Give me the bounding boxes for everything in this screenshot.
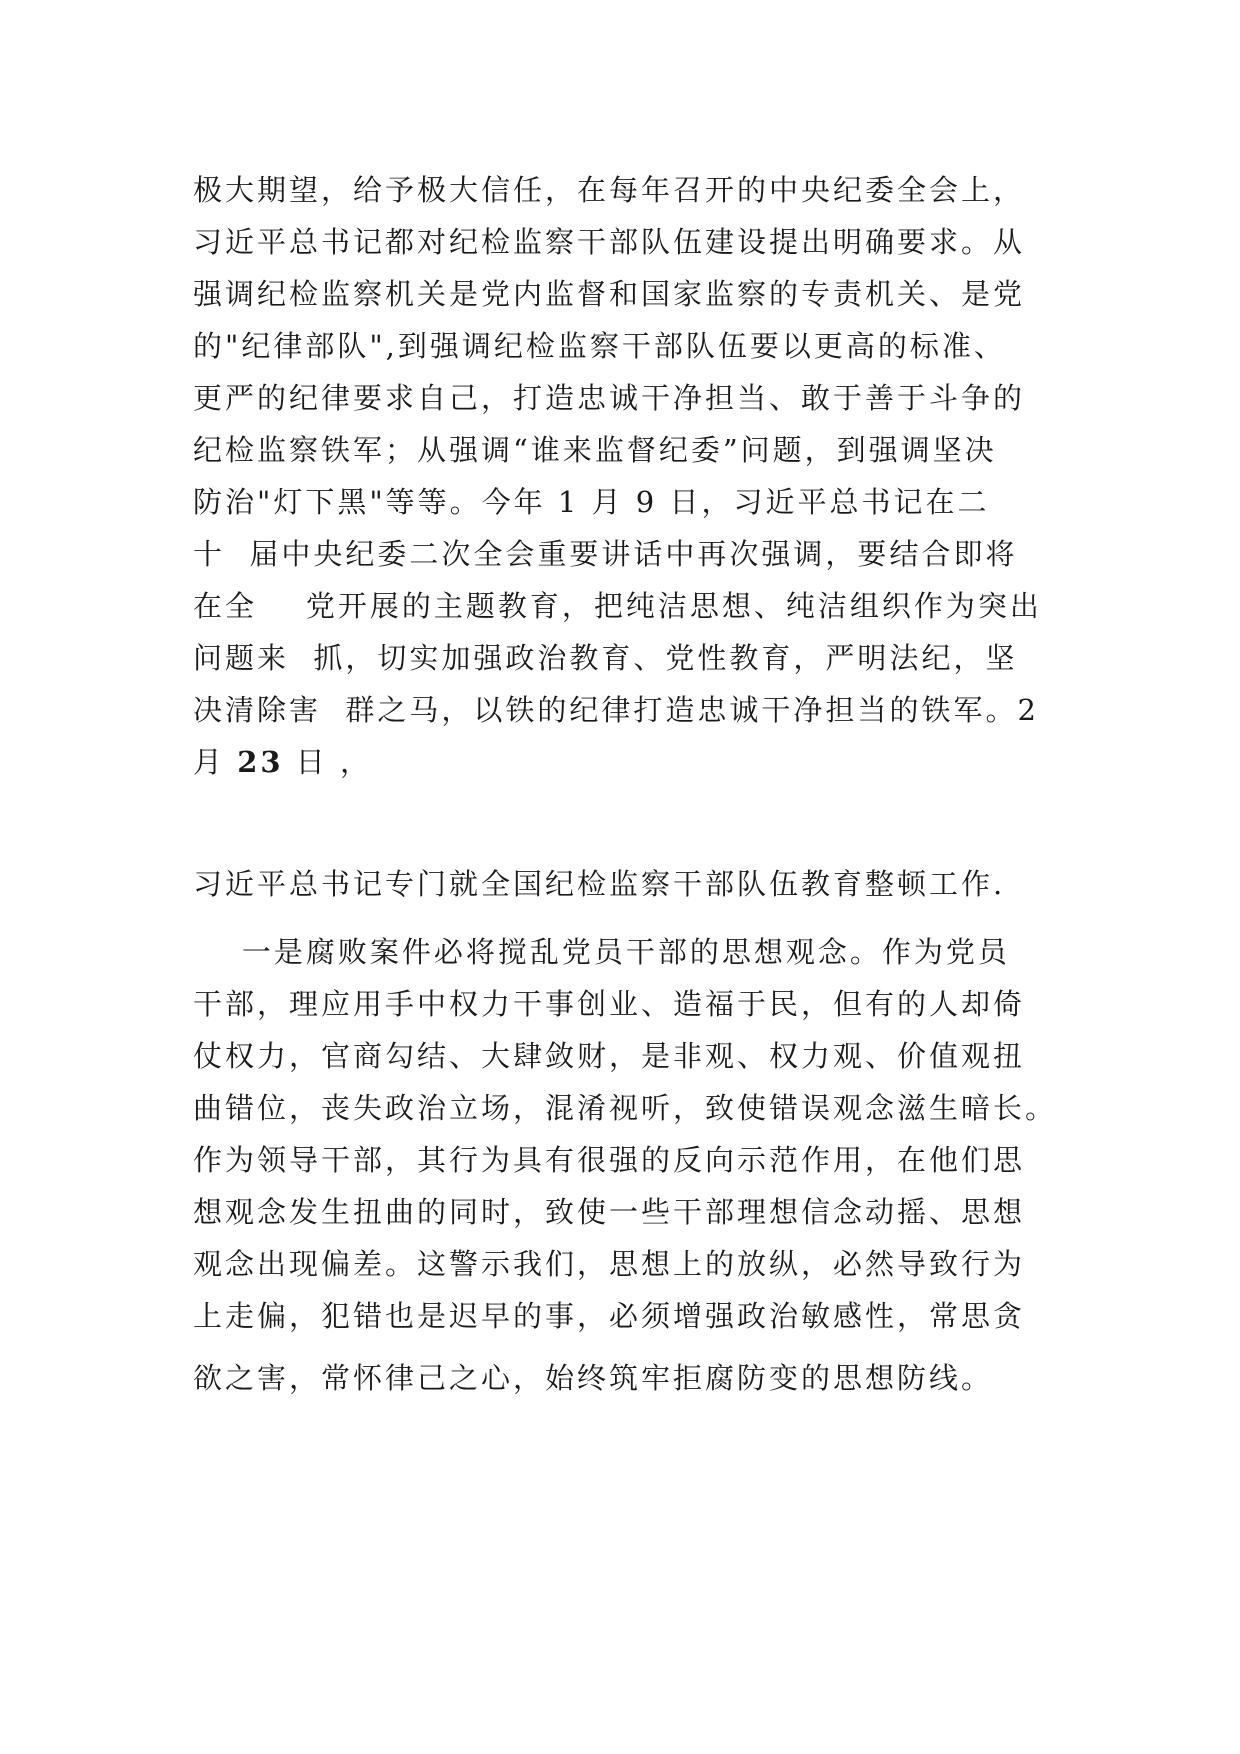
text-line: 习近平总书记专门就全国纪检监察干部队伍教育整顿工作. — [193, 867, 1006, 901]
text-line: 仗权力，官商勾结、大肆敛财，是非观、权力观、价值观扭 — [193, 1039, 1026, 1073]
text-line: 欲之害，常怀律己之心，始终筑牢拒腐防变的思想防线。 — [193, 1361, 994, 1395]
text-line: 观念出现偏差。这警示我们，思想上的放纵，必然导致行为 — [193, 1247, 1026, 1281]
text-line: 干部，理应用手中权力干事创业、造福于民，但有的人却倚 — [193, 987, 1026, 1021]
text-line: 曲错位，丧失政治立场，混淆视听，致使错误观念滋生暗长。 — [193, 1091, 1058, 1125]
text-line: 强调纪检监察机关是党内监督和国家监察的专责机关、是党 — [193, 277, 1026, 311]
text-line: 作为领导干部，其行为具有很强的反向示范作用，在他们思 — [193, 1143, 1026, 1177]
paragraph-3 — [193, 926, 1058, 1404]
text-line: 更严的纪律要求自己，打造忠诚干净担当、敢于善于斗争的 — [193, 381, 1026, 415]
text-line: 极大期望，给予极大信任，在每年召开的中央纪委全会上， — [193, 173, 1026, 207]
text-line: 的"纪律部队",到强调纪检监察干部队伍要以更高的标准、 — [193, 329, 1006, 363]
text-line: 决清除害 群之马，以铁的纪律打造忠诚干净担当的铁军。2 — [193, 693, 1039, 727]
text-line: 问题来 抓，切实加强政治教育、党性教育，严明法纪，坚 — [193, 641, 1018, 675]
date-prefix: 月 — [193, 745, 238, 779]
text-line: 一是腐败案件必将搅乱党员干部的思想观念。作为党员 — [193, 935, 1010, 969]
text-line: 习近平总书记都对纪检监察干部队伍建设提出明确要求。从 — [193, 225, 1026, 259]
text-line: 想观念发生扭曲的同时，致使一些干部理想信念动摇、思想 — [193, 1195, 1026, 1229]
date-line — [193, 736, 1053, 788]
text-line: 上走偏，犯错也是迟早的事，必须增强政治敏感性，常思贪 — [193, 1299, 1026, 1333]
paragraph-1 — [193, 164, 1053, 788]
text-line: 在全 党开展的主题教育，把纯洁思想、纯洁组织作为突出 — [193, 589, 1042, 623]
text-line: 防治"灯下黑"等等。今年 1 月 9 日，习近平总书记在二 — [193, 485, 990, 519]
date-day: 23 — [237, 745, 284, 779]
text-line: 纪检监察铁军；从强调“谁来监督纪委”问题，到强调坚决 — [193, 433, 997, 467]
paragraph-2 — [193, 858, 1053, 910]
date-suffix: 日 ， — [283, 745, 373, 779]
text-line: 十 届中央纪委二次全会重要讲话中再次强调，要结合即将 — [193, 537, 1018, 571]
